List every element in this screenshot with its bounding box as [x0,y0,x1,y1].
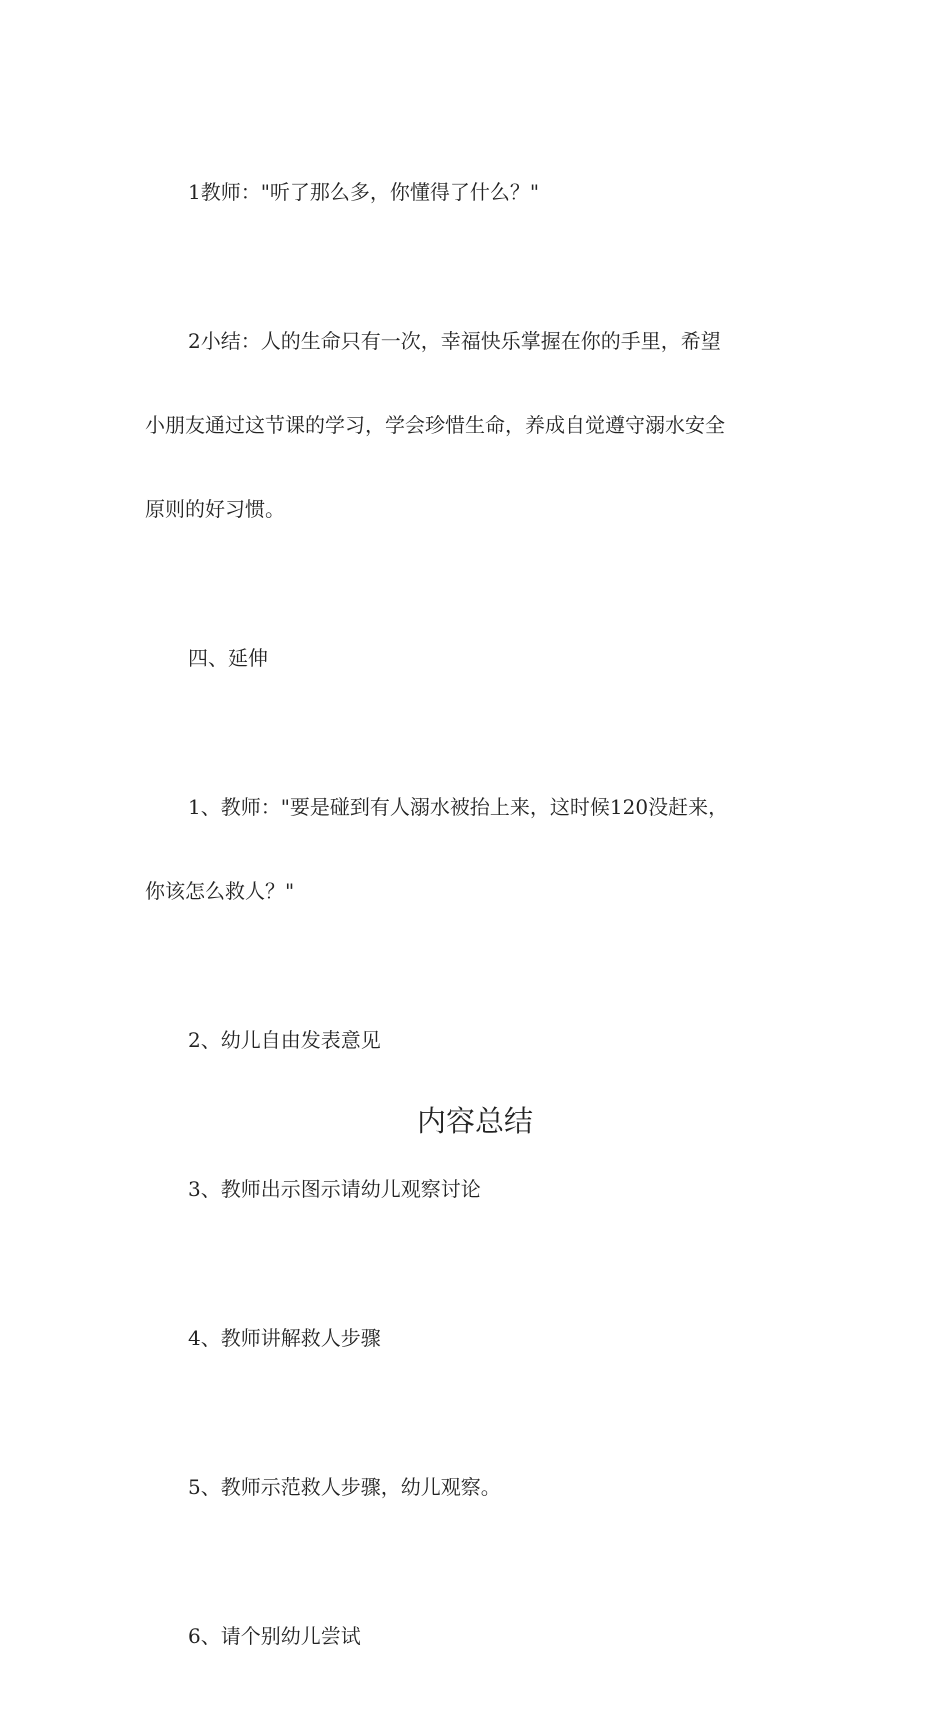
paragraph-summary [145,271,800,579]
list-item-2 [145,970,800,1110]
text-line: 2、幼儿自由发表意见 [188,1028,381,1052]
text-line: 四、延伸 [188,646,268,670]
document-body [145,122,800,1715]
text-line: 5、教师示范救人步骤，幼儿观察。 [188,1475,501,1499]
text-line: 小朋友通过这节课的学习，学会珍惜生命，养成自觉遵守溺水安全 [145,413,725,437]
text-line: 4、教师讲解救人步骤 [188,1326,381,1350]
text-line: 原则的好习惯。 [145,497,285,521]
paragraph-teacher-question [145,122,800,262]
section-heading-extension [145,588,800,728]
list-item-6 [145,1566,800,1706]
text-line: 6、请个别幼儿尝试 [188,1624,361,1648]
text-line: 你该怎么救人？" [145,879,295,903]
list-item-5 [145,1417,800,1557]
text-line: 3、教师出示图示请幼儿观察讨论 [188,1177,481,1201]
text-line: 2小结：人的生命只有一次，幸福快乐掌握在你的手里，希望 [188,329,721,353]
list-item-4 [145,1268,800,1408]
summary-title: 内容总结 [416,1104,533,1138]
list-item-1 [145,737,800,961]
text-line: 1教师："听了那么多，你懂得了什么？" [188,180,540,204]
text-line: 1、教师："要是碰到有人溺水被抬上来，这时候120没赶来， [188,795,729,819]
